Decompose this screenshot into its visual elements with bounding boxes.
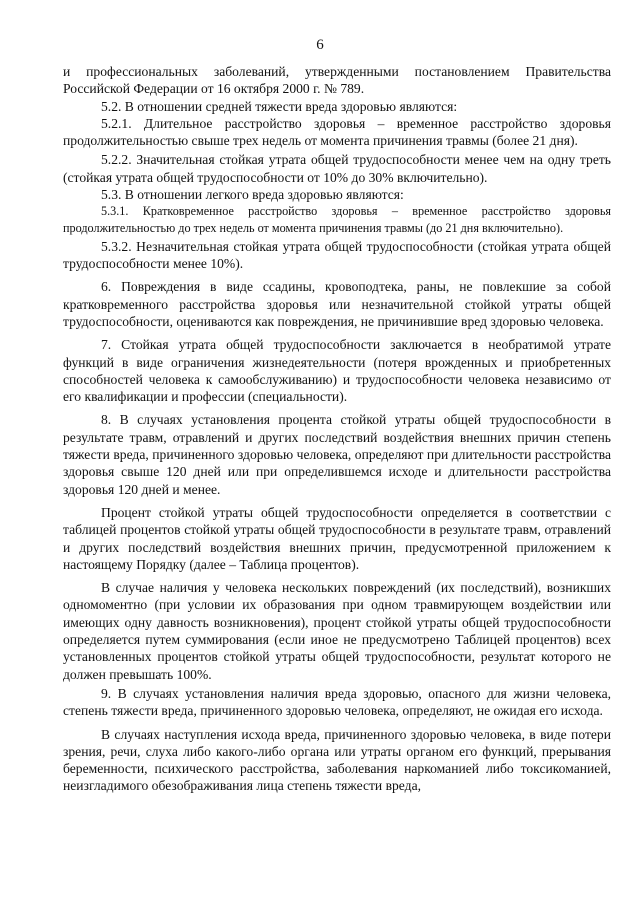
page-number: 6 bbox=[316, 37, 324, 53]
paragraph-8-percent: Процент стойкой утраты общей трудоспособности определяется в соответствии с таблицей процентов стойкой утраты общей трудоспособности в результате травм, отравлений и других последствий воздействия внешних причин, предусмотренной приложением к настоящему Порядку (далее – Таблица процентов). bbox=[63, 504, 611, 572]
paragraph-8-multiple: В случае наличия у человека нескольких повреждений (их последствий), возникших одномоментно (при условии их образования при одном травмирующем воздействии или имеющих одну давность возникновения), процент стойкой утраты общей трудоспособности определяется путем суммирования (если иное не предусмотрено Таблицей процентов) всех установленных процентов стойкой утраты общей трудоспособности, результат которого не должен превышать 100%. bbox=[63, 580, 611, 682]
paragraph-5-2: 5.2. В отношении средней тяжести вреда здоровью являются: bbox=[101, 98, 458, 114]
paragraph-8: 8. В случаях установления процента стойкой утраты общей трудоспособности в результате травм, отравлений и других последствий воздействия внешних причин степень тяжести вреда, причиненного здоровью человека, определяют при длительности расстройства здоровья свыше 120 дней или при определившемся исходе и длительности расстройства здоровья 120 дней и менее. bbox=[63, 412, 611, 497]
paragraph-5-3-1: 5.3.1. Кратковременное расстройство здоровья – временное расстройство здоровья продолжительностью до трех недель от момента причинения травмы (до 21 дня включительно). bbox=[63, 204, 611, 235]
paragraph-9: 9. В случаях установления наличия вреда здоровью, опасного для жизни человека, степень тяжести вреда, причиненного здоровью человека, определяют, не ожидая его исхода. bbox=[63, 685, 611, 719]
paragraph-6: 6. Повреждения в виде ссадины, кровоподтека, раны, не повлекшие за собой кратковременного расстройства здоровья или незначительной стойкой утраты общей трудоспособности, оцениваются как повреждения, не причинившие вред здоровью человека. bbox=[63, 279, 611, 329]
paragraph-5-3-2: 5.3.2. Незначительная стойкая утрата общей трудоспособности (стойкая утрата общей трудоспособности менее 10%). bbox=[63, 238, 611, 272]
paragraph-5-2-1: 5.2.1. Длительное расстройство здоровья – временное расстройство здоровья продолжительностью свыше трех недель от момента причинения травмы (более 21 дня). bbox=[63, 115, 611, 149]
document-body bbox=[63, 63, 611, 795]
paragraph-5-3: 5.3. В отношении легкого вреда здоровью являются: bbox=[101, 187, 404, 203]
paragraph-continuation: и профессиональных заболеваний, утвержденными постановлением Правительства Российской Федерации от 16 октября 2000 г. № 789. bbox=[63, 64, 611, 97]
paragraph-7: 7. Стойкая утрата общей трудоспособности заключается в необратимой утрате функций в виде ограничения жизнедеятельности (потеря врожденных и приобретенных способностей человека к самообслуживанию) и трудоспособности человека независимо от его квалификации и профессии (специальности). bbox=[63, 337, 611, 405]
paragraph-5-2-2: 5.2.2. Значительная стойкая утрата общей трудоспособности менее чем на одну треть (стойкая утрата общей трудоспособности от 10% до 30% включительно). bbox=[63, 152, 611, 185]
paragraph-9-outcome: В случаях наступления исхода вреда, причиненного здоровью человека, в виде потери зрения, речи, слуха либо какого-либо органа или утраты органом его функций, прерывания беременности, психического расстройства, заболевания наркоманией либо токсикоманией, неизгладимого обезображивания лица степень тяжести вреда, bbox=[63, 726, 611, 794]
